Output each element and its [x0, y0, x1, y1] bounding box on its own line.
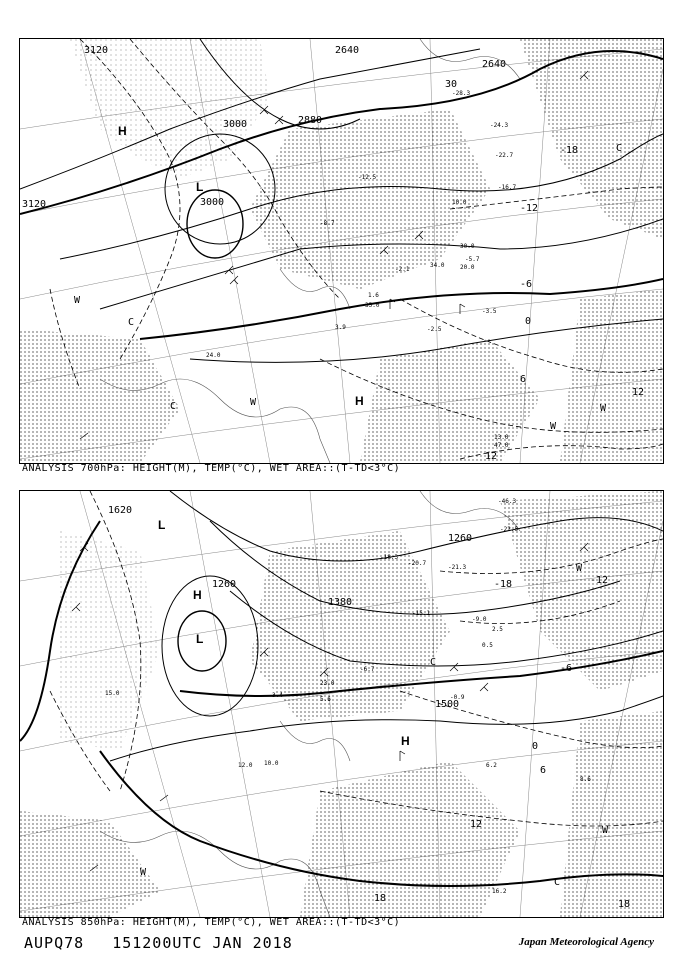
temp-label: -12 — [520, 203, 539, 214]
station-value: -22.7 — [495, 152, 514, 159]
station-value: -20.7 — [408, 560, 427, 567]
station-value: -6.7 — [360, 666, 375, 673]
station-value: 34.0 — [430, 262, 445, 269]
station-value: -28.3 — [452, 90, 471, 97]
warm-symbol: W — [550, 421, 557, 432]
cold-symbol: C — [554, 877, 561, 888]
product-code: AUPQ78 — [24, 934, 85, 952]
station-value: 3.9 — [335, 324, 346, 331]
height-label: 1380 — [328, 597, 353, 608]
cold-symbol: C — [128, 317, 135, 328]
high-pressure-symbol: H — [118, 124, 127, 138]
height-label: 3000 — [200, 197, 225, 208]
station-value: -15.1 — [412, 610, 431, 617]
temp-label: 18 — [374, 893, 387, 904]
station-value: -12.5 — [358, 174, 377, 181]
warm-symbol: W — [140, 867, 147, 878]
station-value: 15.0 — [105, 690, 120, 697]
temp-label: 30 — [445, 79, 458, 90]
wet-areas — [20, 39, 663, 463]
height-label: 3120 — [84, 45, 109, 56]
temp-label: 0 — [525, 316, 532, 327]
height-label: 2640 — [335, 45, 360, 56]
map-700hpa — [20, 39, 663, 463]
wet-areas — [20, 491, 663, 917]
station-value: 8.6 — [580, 776, 591, 783]
warm-symbol: W — [602, 825, 609, 836]
station-value: -24.3 — [490, 122, 509, 129]
height-label: 1620 — [108, 505, 133, 516]
station-value: 13.0 — [494, 434, 509, 441]
chart-850hpa — [19, 490, 664, 918]
station-value: -2.1 — [395, 266, 410, 273]
station-value: -2.5 — [427, 326, 442, 333]
height-label: 1260 — [448, 533, 473, 544]
station-value: 2.5 — [492, 626, 503, 633]
warm-symbol: W — [576, 563, 583, 574]
temp-label: 0 — [532, 741, 539, 752]
station-value: -21.3 — [448, 564, 467, 571]
temp-label: 12 — [470, 819, 483, 830]
station-value: 1.6 — [368, 292, 379, 299]
station-value: 16.2 — [492, 888, 507, 895]
station-value: 47.0 — [494, 442, 509, 449]
low-pressure-symbol: L — [196, 632, 204, 646]
station-value: 35.0 — [365, 302, 380, 309]
temp-label: -6 — [560, 663, 573, 674]
station-value: 12.0 — [238, 762, 253, 769]
station-value: 3.4 — [272, 692, 283, 699]
low-pressure-symbol: L — [158, 518, 166, 532]
temp-label: -18 — [494, 579, 513, 590]
station-value: 23.0 — [320, 680, 335, 687]
low-pressure-symbol: L — [196, 180, 204, 194]
warm-symbol: W — [74, 295, 81, 306]
station-value: -0.9 — [450, 694, 465, 701]
station-value: -5.7 — [465, 256, 480, 263]
station-value: 5.6 — [320, 696, 331, 703]
temp-label: 6 — [520, 374, 527, 385]
high-pressure-symbol: H — [401, 734, 410, 748]
height-label: 3000 — [223, 119, 248, 130]
station-value: -8.7 — [320, 220, 335, 227]
station-value: 10.0 — [264, 760, 279, 767]
chart-700hpa — [19, 38, 664, 464]
station-value: 24.0 — [206, 352, 221, 359]
station-value: -46.3 — [498, 498, 517, 505]
cold-symbol: C — [616, 143, 623, 154]
warm-symbol: W — [250, 397, 257, 408]
station-value: 6.2 — [486, 762, 497, 769]
station-value: 20.0 — [460, 264, 475, 271]
caption-700hpa: ANALYSIS 700hPa: HEIGHT(M), TEMP(°C), WET AREA::(T-TD<3°C) — [22, 463, 401, 474]
high-pressure-symbol: H — [193, 588, 202, 602]
temp-label: -18 — [560, 145, 579, 156]
high-pressure-symbol: H — [355, 394, 364, 408]
height-label: 1260 — [212, 579, 237, 590]
caption-850hpa: ANALYSIS 850hPa: HEIGHT(M), TEMP(°C), WET AREA::(T-TD<3°C) — [22, 917, 401, 928]
warm-symbol: W — [600, 403, 607, 414]
station-value: -22.5 — [500, 526, 519, 533]
height-label: 1500 — [435, 699, 460, 710]
station-value: -3.5 — [482, 308, 497, 315]
product-header — [24, 934, 321, 952]
station-value: 30.0 — [460, 243, 475, 250]
temp-label: -12 — [590, 575, 609, 586]
cold-symbol: C — [170, 401, 177, 412]
height-label: 3120 — [22, 199, 47, 210]
temp-label: 12 — [485, 451, 498, 462]
station-value: -9.0 — [472, 616, 487, 623]
temp-label: 6 — [540, 765, 547, 776]
station-value: 10.0 — [452, 199, 467, 206]
cold-symbol: C — [430, 657, 437, 668]
height-label: 2880 — [298, 115, 323, 126]
map-850hpa — [20, 491, 663, 917]
temp-label: 18 — [618, 899, 631, 910]
height-label: 2640 — [482, 59, 507, 70]
agency-name: Japan Meteorological Agency — [518, 936, 654, 948]
station-value: -16.7 — [498, 184, 517, 191]
temp-label: -6 — [520, 279, 533, 290]
valid-time: 151200UTC JAN 2018 — [112, 934, 293, 952]
temp-label: 12 — [632, 387, 645, 398]
station-value: -18.3 — [380, 554, 399, 561]
station-value: 0.5 — [482, 642, 493, 649]
